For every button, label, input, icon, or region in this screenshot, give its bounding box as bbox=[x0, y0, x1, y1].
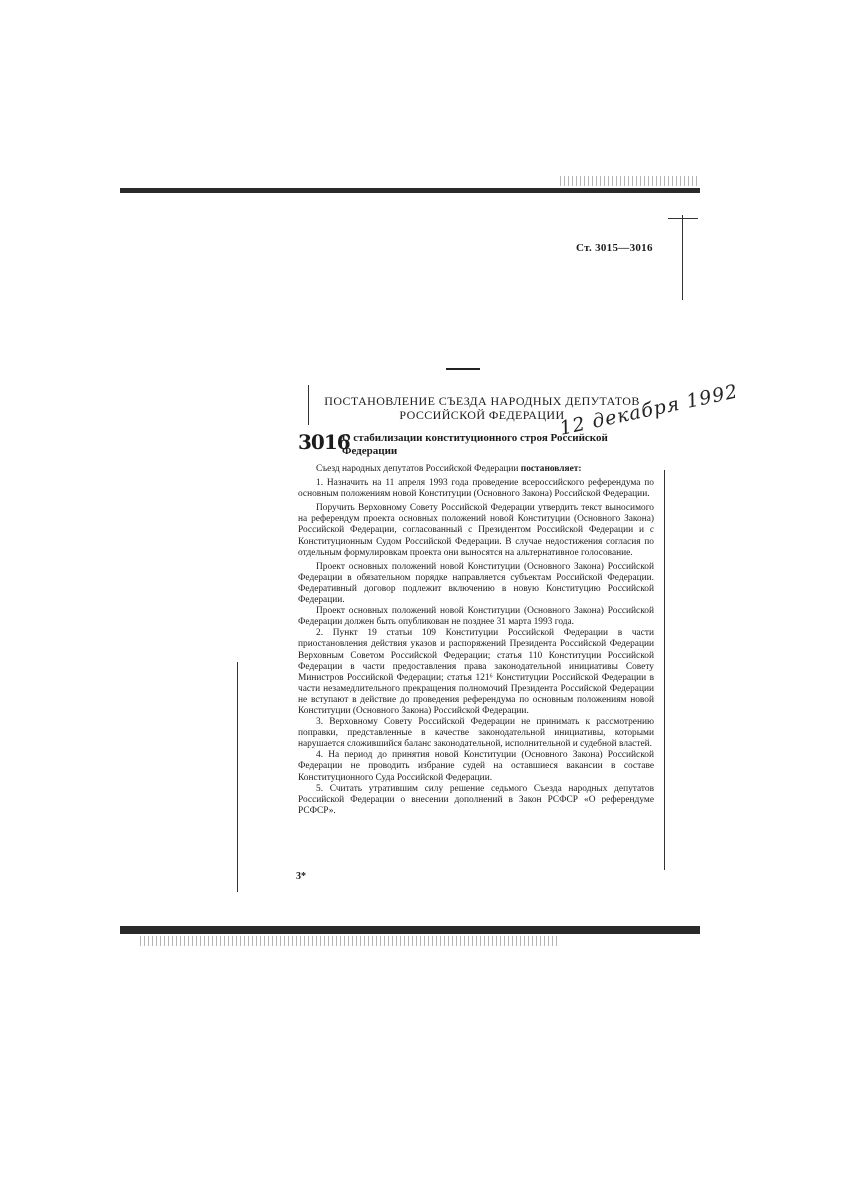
scan-noise-bottom bbox=[140, 936, 560, 946]
paragraph-2: Поручить Верховному Совету Российской Федерации утвердить текст выносимого на референдум проекта основных положений новой Конституции (Основного Закона) Российской Федерации, согласованный с Президентом Российской Федерации и с Конституционным Судом Российской Федерации. В случае недостижения согласия по отдельным формулировкам проекта они выносятся на альтернативное голосование. bbox=[298, 503, 654, 558]
issuer-line-2: РОССИЙСКОЙ ФЕДЕРАЦИИ bbox=[399, 408, 565, 422]
paragraph-8: 5. Считать утратившим силу решение седьмого Съезда народных депутатов Российской Федерации о внесении дополнений в Закон РСФСР «О референдуме РСФСР». bbox=[298, 783, 654, 816]
paragraph-5: 2. Пункт 19 статьи 109 Конституции Российской Федерации в части приостановления действия указов и распоряжений Президента Российской Федерации Верховным Советом Российской Федерации; статья 110 Конституции Российской Федерации в части предоставления права законодательной инициативы Совету Министров Российской Федерации; статья 121⁶ Конституции Российской Федерации в части незамедлительного прекращения полномочий Президента Российской Федерации не вступают в действие до проведения референдума по основным положениям новой Конституции (Основного Закона) Российской Федерации. bbox=[298, 628, 654, 716]
document-heading: О стабилизации конституционного строя Российской Федерации bbox=[342, 432, 608, 457]
page-reference: Ст. 3015—3016 bbox=[576, 242, 653, 254]
margin-mark-right bbox=[682, 215, 683, 300]
handwritten-date-note: 12 декабря 1992 bbox=[557, 380, 741, 440]
margin-bar-right bbox=[664, 470, 665, 870]
issuer-line-1: ПОСТАНОВЛЕНИЕ СЪЕЗДА НАРОДНЫХ ДЕПУТАТОВ bbox=[324, 394, 640, 408]
margin-mark-cross bbox=[668, 218, 698, 219]
section-divider bbox=[446, 368, 480, 370]
paragraph-3: Проект основных положений новой Конституции (Основного Закона) Российской Федерации в обязательном порядке направляется субъектам Российской Федерации. Федеративный договор подлежит включению в новую Конституцию Российской Федерации. bbox=[298, 561, 654, 606]
scan-edge-bottom bbox=[120, 926, 700, 934]
document-number: 3016 bbox=[298, 430, 350, 454]
signature-mark: 3* bbox=[296, 871, 306, 882]
paragraph-4: Проект основных положений новой Конституции (Основного Закона) Российской Федерации должен быть опубликован не позднее 31 марта 1993 года. bbox=[298, 606, 654, 628]
intro-text: Съезд народных депутатов Российской Федерации bbox=[316, 464, 519, 474]
intro-resolution-word: постановляет: bbox=[520, 464, 582, 474]
scan-edge-top bbox=[120, 188, 700, 193]
margin-bar-far-left bbox=[237, 662, 238, 892]
margin-bar-left bbox=[308, 385, 309, 425]
paragraph-1: 1. Назначить на 11 апреля 1993 года проведение всероссийского референдума по основным положениям новой Конституции (Основного Закона) Российской Федерации. bbox=[298, 478, 654, 500]
paragraph-7: 4. На период до принятия новой Конституции (Основного Закона) Российской Федерации не проводить избрание судей на оставшиеся вакансии в составе Конституционного Суда Российской Федерации. bbox=[298, 750, 654, 783]
paragraph-6: 3. Верховному Совету Российской Федерации не принимать к рассмотрению поправки, представленные в качестве законодательной инициативы, которыми нарушается сложившийся баланс законодательной, исполнительной и судебной властей. bbox=[298, 717, 654, 750]
scan-noise-top bbox=[560, 176, 700, 186]
intro-paragraph bbox=[298, 464, 654, 475]
document-body bbox=[298, 464, 654, 817]
